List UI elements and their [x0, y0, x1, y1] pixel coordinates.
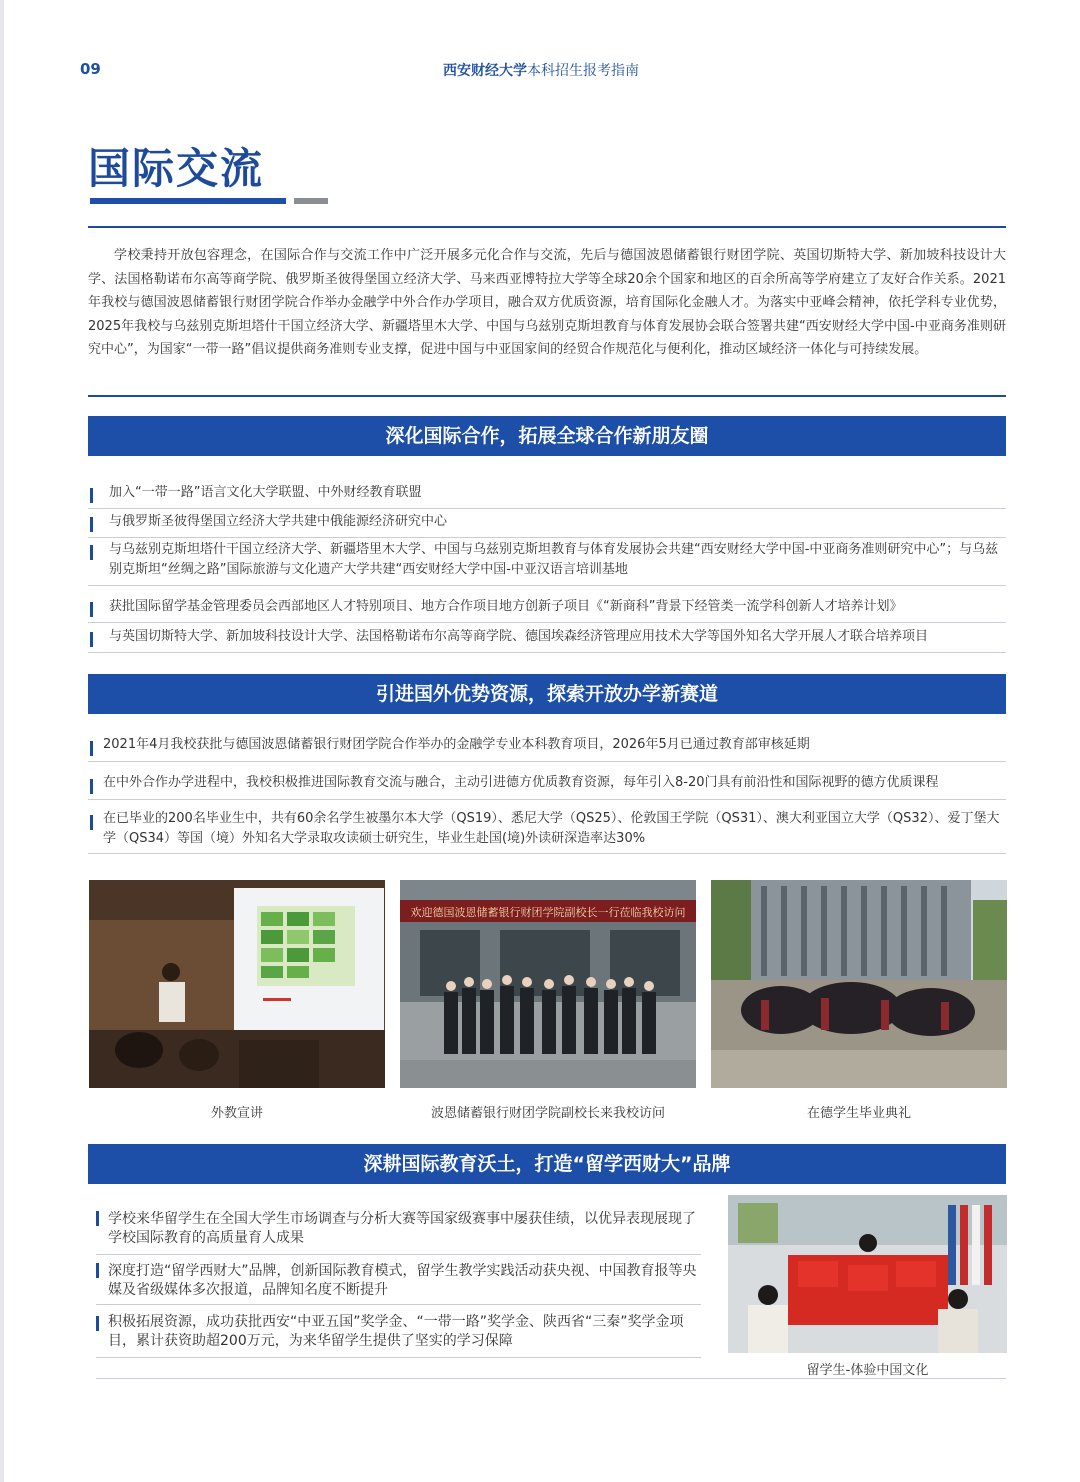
bullet-bar	[90, 632, 93, 647]
list-item	[88, 538, 1006, 586]
page-title: 国际交流	[88, 144, 265, 193]
page-edge	[0, 0, 4, 1482]
title-underline-gray	[294, 198, 328, 204]
list-item	[88, 625, 1006, 653]
list-item-text: 2021年4月我校获批与德国波恩储蓄银行财团学院合作举办的金融学专业本科教育项目，2026年5月已通过教育部审核延期	[103, 737, 810, 752]
bullet-bar	[90, 517, 93, 532]
divider-bottom	[96, 1378, 1006, 1379]
photo-caption: 波恩储蓄银行财团学院副校长来我校访问	[430, 1106, 665, 1121]
divider-top	[88, 226, 1006, 228]
bullet-bar	[90, 741, 93, 756]
bullet-bar	[90, 602, 93, 617]
list-item	[88, 734, 1006, 762]
title-underline-blue	[90, 198, 286, 204]
section-heading-cooperation: 深化国际合作，拓展全球合作新朋友圈	[88, 416, 1006, 456]
photo-banner-text: 欢迎德国波恩储蓄银行财团学院副校长一行莅临我校访问	[410, 906, 686, 919]
list-item-text: 在中外合作办学进程中，我校积极推进国际教育交流与融合，主动引进德方优质教育资源，每年引入8-20门具有前沿性和国际视野的德方优质课程	[103, 775, 939, 790]
list-item	[88, 481, 1006, 509]
bullet-bar	[90, 545, 93, 560]
divider-intro-bottom	[88, 395, 1006, 397]
photo-caption: 在德学生毕业典礼	[806, 1106, 911, 1121]
bullet-bar	[96, 1263, 99, 1278]
photo-caption: 外教宣讲	[210, 1106, 263, 1121]
section-heading-brand: 深耕国际教育沃土，打造“留学西财大”品牌	[88, 1144, 1006, 1184]
list-item	[88, 808, 1006, 854]
photo-delegation-visit	[400, 880, 696, 1088]
list-item-text: 获批国际留学基金管理委员会西部地区人才特别项目、地方合作项目地方创新子项目《“新商科”背景下经管类一流学科创新人才培养计划》	[109, 599, 903, 614]
list-item-text: 积极拓展资源，成功获批西安“中亚五国”奖学金、“一带一路”奖学金、陕西省“三秦”奖学金项目，累计获资助超200万元，为来华留学生提供了坚实的学习保障	[108, 1314, 684, 1349]
intro-paragraph: 学校秉持开放包容理念，在国际合作与交流工作中广泛开展多元化合作与交流，先后与德国波恩储蓄银行财团学院、英国切斯特大学、新加坡科技设计大学、法国格勒诺布尔高等商学院、俄罗斯圣彼得堡国立经济大学、马来西亚博特拉大学等全球20余个国家和地区的百余所高等学府建立了友好合作关系。2021年我校与德国波恩储蓄银行财团学院合作举办金融学中外合作办学项目，融合双方优质资源，培育国际化金融人才。为落实中亚峰会精神，依托学科专业优势，2025年我校与乌兹别克斯坦塔什干国立经济大学、新疆塔里木大学、中国与乌兹别克斯坦教育与体育发展协会联合签署共建“西安财经大学中国-中亚商务准则研究中心”，为国家“一带一路”倡议提供商务准则专业支撑，促进中国与中亚国家间的经贸合作规范化与便利化，推动区域经济一体化与可持续发展。	[88, 248, 1006, 358]
list-item-text: 深度打造“留学西财大”品牌，创新国际教育模式，留学生教学实践活动获央视、中国教育报等央媒及省级媒体多次报道，品牌知名度不断提升	[108, 1263, 697, 1298]
header-university: 西安财经大学	[443, 63, 527, 79]
list-item-text: 与俄罗斯圣彼得堡国立经济大学共建中俄能源经济研究中心	[109, 514, 448, 529]
photo-culture-experience	[728, 1195, 1007, 1353]
section-heading-resources: 引进国外优势资源，探索开放办学新赛道	[88, 674, 1006, 714]
list-item	[88, 595, 1006, 623]
bullet-bar	[90, 779, 93, 794]
bullet-bar	[96, 1316, 99, 1331]
list-item-text: 与英国切斯特大学、新加坡科技设计大学、法国格勒诺布尔高等商学院、德国埃森经济管理应用技术大学等国外知名大学开展人才联合培养项目	[109, 629, 929, 644]
list-item	[88, 510, 1006, 538]
list-item-text: 在已毕业的200名毕业生中，共有60余名学生被墨尔本大学（QS19）、悉尼大学（QS25）、伦敦国王学院（QS31）、澳大利亚国立大学（QS32）、爱丁堡大学（QS34）等国（境）外知名大学录取攻读硕士研究生，毕业生赴国(境)外读研深造率达30%	[103, 811, 1000, 846]
list-item-text: 加入“一带一路”语言文化大学联盟、中外财经教育联盟	[109, 485, 422, 500]
bullet-bar	[96, 1211, 99, 1226]
header-guide: 本科招生报考指南	[527, 63, 639, 79]
list-item	[96, 1310, 701, 1358]
bullet-bar	[90, 815, 93, 830]
list-item-text: 学校来华留学生在全国大学生市场调查与分析大赛等国家级赛事中屡获佳绩，以优异表现展现了学校国际教育的高质量育人成果	[108, 1211, 696, 1246]
photo-graduation-germany	[711, 880, 1007, 1088]
page-number: 09	[80, 60, 101, 78]
list-item	[96, 1257, 701, 1305]
list-item	[96, 1205, 701, 1255]
photo-caption: 留学生-体验中国文化	[806, 1363, 929, 1378]
bullet-bar	[90, 488, 93, 503]
running-header	[443, 60, 639, 80]
photo-lecture	[89, 880, 385, 1088]
list-item	[88, 772, 1006, 800]
list-item-text: 与乌兹别克斯坦塔什干国立经济大学、新疆塔里木大学、中国与乌兹别克斯坦教育与体育发展协会共建“西安财经大学中国-中亚商务准则研究中心”；与乌兹别克斯坦“丝绸之路”国际旅游与文化遗产大学共建“西安财经大学中国-中亚汉语言培训基地	[109, 542, 999, 577]
